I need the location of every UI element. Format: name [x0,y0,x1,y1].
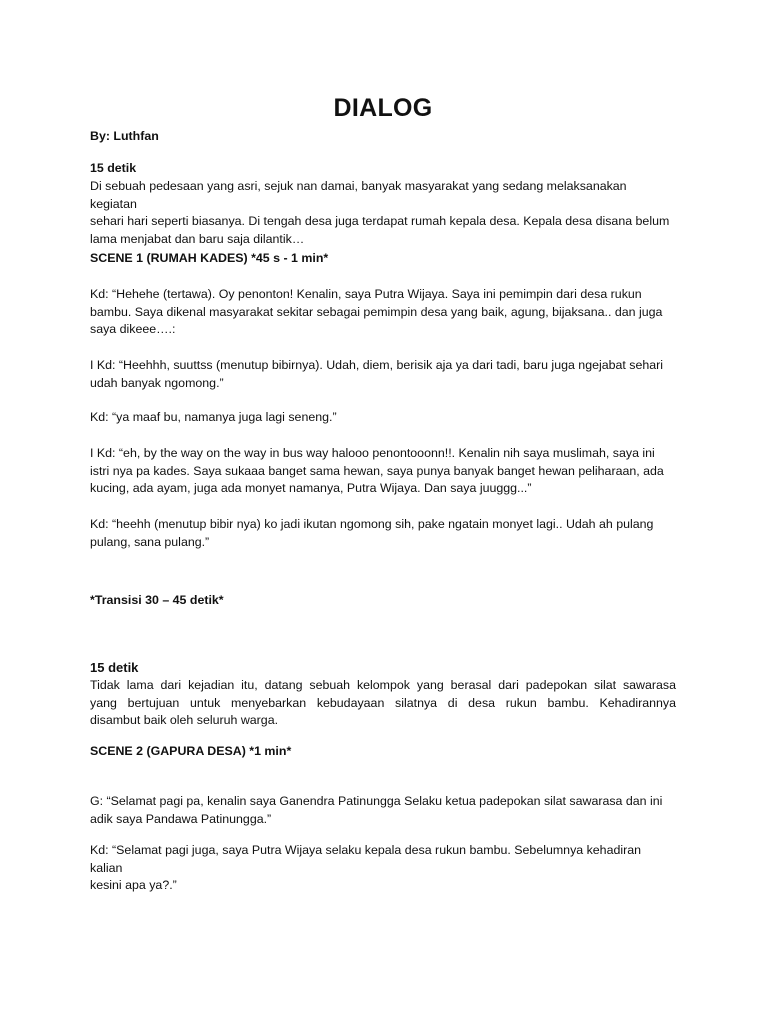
intro-paragraph [90,178,676,248]
middle-heading: 15 detik [90,660,139,675]
text-line: kesini apa ya?.” [90,878,177,892]
text-line: yang bertujuan untuk menyebarkan kebudayaan silatnya di desa rukun bambu. Kehadirannya [90,695,676,710]
text-line: disambut baik oleh seluruh warga. [90,713,279,727]
text-line: Tidak lama dari kejadian itu, datang sebuah kelompok yang berasal dari padepokan silat sawarasa [90,678,676,692]
document-title: DIALOG [333,94,433,122]
scene1-heading: SCENE 1 (RUMAH KADES) *45 s - 1 min* [90,251,329,265]
text-line: I Kd: “Heehhh, suuttss (menutup bibirnya). Udah, diem, berisik aja ya dari tadi, baru juga ngejabat sehari [90,358,664,372]
text-line: kucing, ada ayam, juga ada monyet namanya, Putra Wijaya. Dan saya juuggg...” [90,481,532,495]
scene1-dialog-2 [90,357,676,392]
transition-line: *Transisi 30 – 45 detik* [90,593,224,607]
text-line: pulang, sana pulang.” [90,534,210,549]
text-line: Kd: “ya maaf bu, namanya juga lagi seneng.” [90,410,337,424]
text-line: istri nya pa kades. Saya sukaaa banget sama hewan, saya punya banyak banget hewan peliharaan, ada [90,463,664,478]
text-line: lama menjabat dan baru saja dilantik… [90,231,305,246]
text-line: bambu. Saya dikenal masyarakat sekitar sebagai pemimpin desa yang baik, agung, bijaksana.. dan juga [90,304,663,319]
text-line: sehari hari seperti biasanya. Di tengah desa juga terdapat rumah kepala desa. Kepala desa disana belum [90,214,670,228]
scene1-dialog-3 [90,409,676,427]
text-line: Di sebuah pedesaan yang asri, sejuk nan damai, banyak masyarakat yang sedang melaksanakan kegiatan [90,179,627,211]
scene2-dialog-2 [90,842,676,895]
middle-paragraph [90,677,676,730]
scene1-dialog-5 [90,516,676,551]
text-line: adik saya Pandawa Patinungga.” [90,811,272,826]
text-line: Kd: “Hehehe (tertawa). Oy penonton! Kenalin, saya Putra Wijaya. Saya ini pemimpin dari desa rukun [90,287,642,301]
author-line: By: Luthfan [90,129,159,143]
intro-heading: 15 detik [90,161,137,175]
scene2-heading: SCENE 2 (GAPURA DESA) *1 min* [90,744,292,758]
text-line: saya dikeee….: [90,322,176,336]
text-line: Kd: “Selamat pagi juga, saya Putra Wijaya selaku kepala desa rukun bambu. Sebelumnya kehadiran kalian [90,843,642,875]
scene1-dialog-1 [90,286,676,339]
text-line: udah banyak ngomong.” [90,375,224,390]
text-line: G: “Selamat pagi pa, kenalin saya Ganendra Patinungga Selaku ketua padepokan silat sawarasa dan ini [90,794,663,808]
text-line: I Kd: “eh, by the way on the way in bus way halooo penontooonn!!. Kenalin nih saya muslimah, saya ini [90,446,655,460]
scene1-dialog-4 [90,445,676,498]
text-line: Kd: “heehh (menutup bibir nya) ko jadi ikutan ngomong sih, pake ngatain monyet lagi.. Udah ah pulang [90,517,654,531]
scene2-dialog-1 [90,793,676,828]
